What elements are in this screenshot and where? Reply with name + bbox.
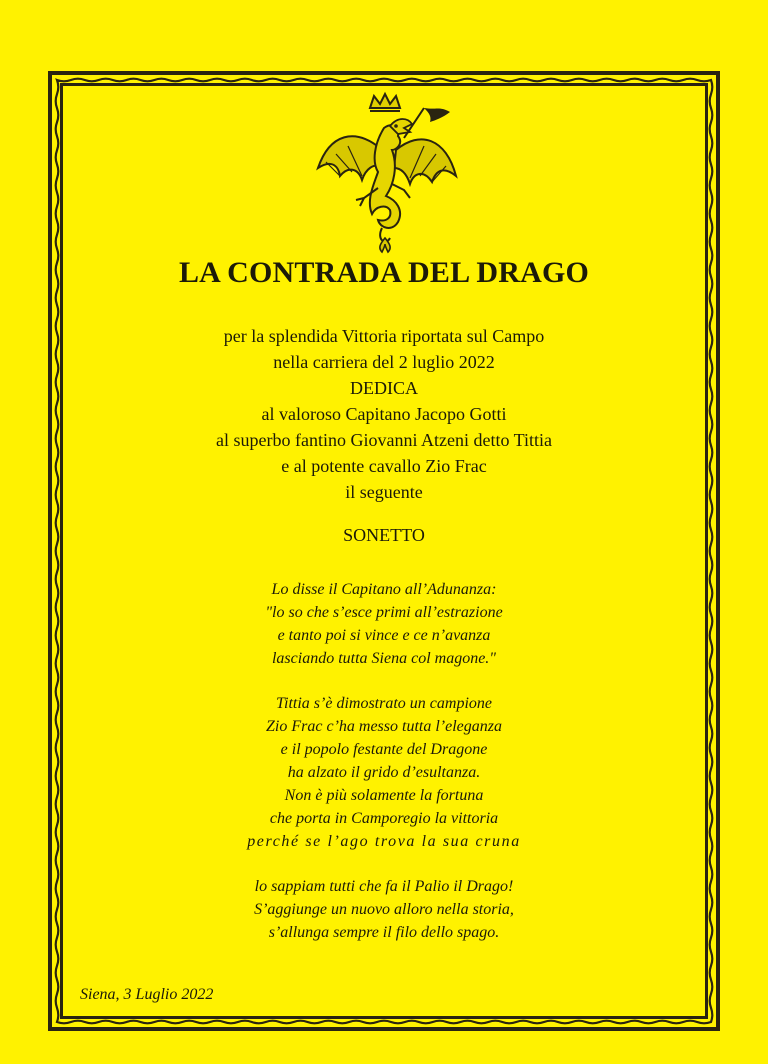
dedication-line: nella carriera del 2 luglio 2022: [273, 352, 495, 372]
poem-line: Tittia s’è dimostrato un campione: [276, 695, 492, 712]
poem-line: S’aggiunge un nuovo alloro nella storia,: [254, 901, 514, 918]
poem-stanza: [60, 692, 708, 853]
dedication-line: il seguente: [345, 482, 423, 502]
poem-stanza: [60, 875, 708, 944]
dedication-line: DEDICA: [350, 378, 418, 398]
poem-line: Lo disse il Capitano all’Adunanza:: [271, 581, 497, 598]
dragon-crest-icon: [300, 88, 470, 258]
poem-line: lasciando tutta Siena col magone.": [271, 650, 497, 667]
poem-line: Zio Frac c’ha messo tutta l’eleganza: [266, 718, 502, 735]
dedication-block: [60, 323, 708, 505]
poem-stanza: [60, 578, 708, 670]
page-title: LA CONTRADA DEL DRAGO: [178, 256, 590, 289]
poem-line: e tanto poi si vince e ce n’avanza: [277, 627, 491, 644]
poem-line: "lo so che s’esce primi all’estrazione: [265, 604, 503, 621]
poem-line: perché se l’ago trova la sua cruna: [247, 833, 521, 850]
dedication-line: al superbo fantino Giovanni Atzeni detto Tittia: [216, 430, 552, 450]
poem-line: e il popolo festante del Dragone: [280, 741, 488, 758]
poem-heading: SONETTO: [343, 525, 425, 545]
poem-line: che porta in Camporegio la vittoria: [269, 810, 499, 827]
dedication-line: e al potente cavallo Zio Frac: [281, 456, 487, 476]
place-date: Siena, 3 Luglio 2022: [80, 986, 214, 1003]
poem: [60, 578, 708, 966]
poem-line: lo sappiam tutti che fa il Palio il Drago!: [254, 878, 514, 895]
dedication-line: al valoroso Capitano Jacopo Gotti: [261, 404, 507, 424]
poem-line: ha alzato il grido d’esultanza.: [287, 764, 481, 781]
dedication-line: per la splendida Vittoria riportata sul Campo: [223, 326, 545, 346]
poem-line: s’allunga sempre il filo dello spago.: [268, 924, 500, 941]
poem-line: Non è più solamente la fortuna: [284, 787, 484, 804]
